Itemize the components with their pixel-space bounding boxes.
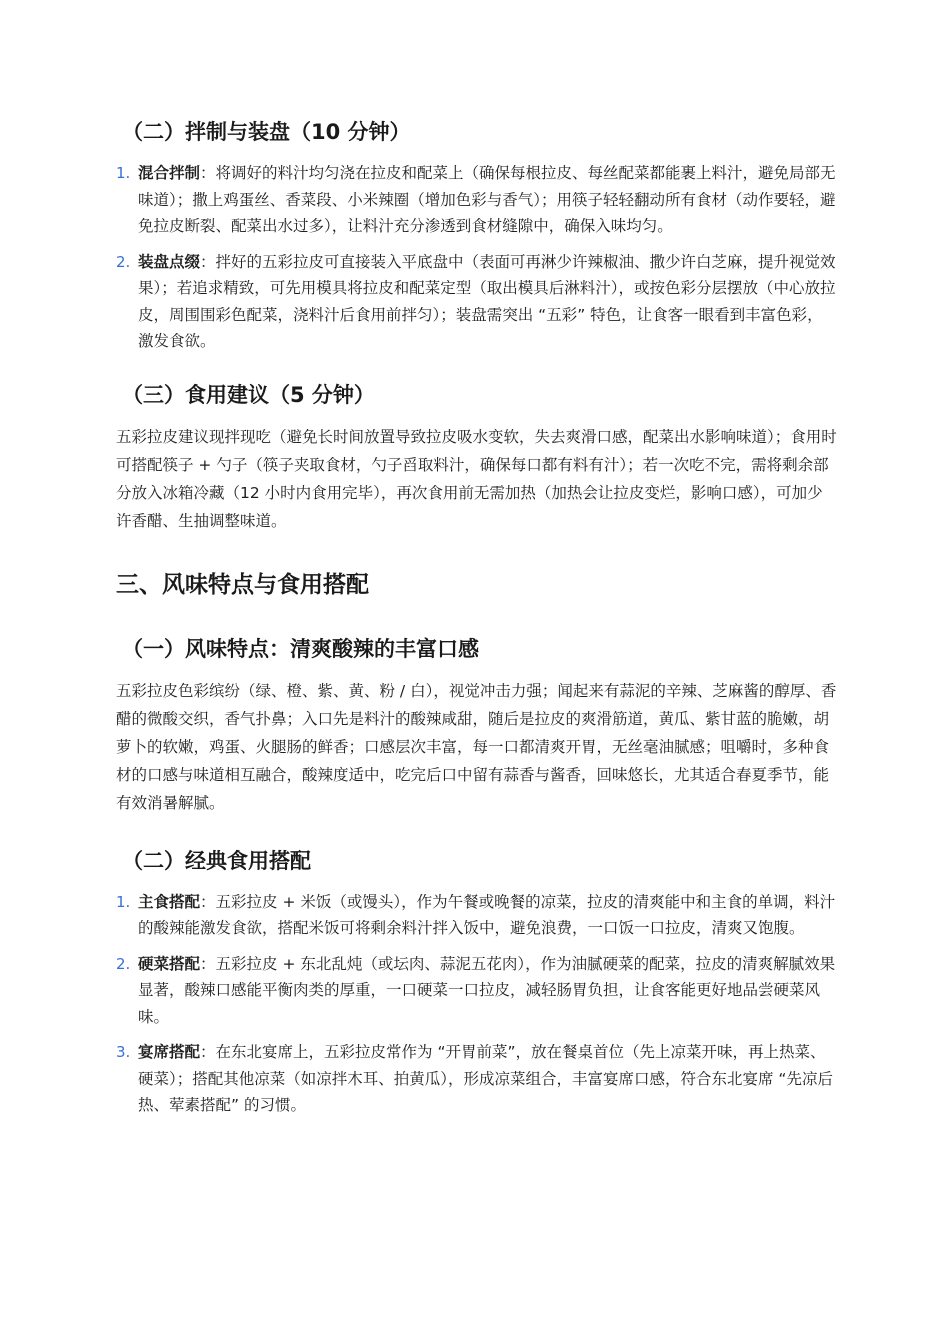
list-item-text: ：将调好的料汁均匀浇在拉皮和配菜上（确保每根拉皮、每丝配菜都能裹上料汁，避免局部无味道）；撒上鸡蛋丝、香菜段、小米辣圈（增加色彩与香气）；用筷子轻轻翻动所有食材（动作要轻，避免拉皮断裂、配菜出水过多），让料汁充分渗透到食材缝隙中，确保入味均匀。 (138, 164, 836, 235)
list-item (116, 160, 838, 240)
list-item-text: ：拌好的五彩拉皮可直接装入平底盘中（表面可再淋少许辣椒油、撒少许白芝麻，提升视觉效果）；若追求精致，可先用模具将拉皮和配菜定型（取出模具后淋料汁），或按色彩分层摆放（中心放拉皮，周围围彩色配菜，浇料汁后食用前拌匀）；装盘需突出 “五彩” 特色，让食客一眼看到丰富色彩，激发食欲。 (138, 252, 836, 350)
list-item (116, 249, 838, 355)
list-number: 2. (116, 954, 131, 973)
list-item-term: 宴席搭配 (138, 1043, 201, 1061)
list-item-text: ：五彩拉皮 + 米饭（或馒头），作为午餐或晚餐的凉菜，拉皮的清爽能中和主食的单调，料汁的酸辣能激发食欲，搭配米饭可将剩余料汁拌入饭中，避免浪费，一口饭一口拉皮，清爽又饱腹。 (138, 892, 836, 937)
list-item-term: 装盘点缀 (138, 252, 201, 271)
section-heading-eating: （三）食用建议（5 分钟） (122, 382, 375, 407)
list-number: 1. (116, 164, 131, 182)
list-item-term: 混合拌制 (138, 164, 201, 182)
list-item (116, 889, 838, 942)
list-number: 3. (116, 1043, 131, 1061)
list-number: 1. (116, 892, 131, 911)
pairing-list (116, 889, 838, 1119)
chapter-heading: 三、风味特点与食用搭配 (116, 571, 369, 598)
list-number: 2. (116, 252, 131, 271)
flavor-paragraph: 五彩拉皮色彩缤纷（绿、橙、紫、黄、粉 / 白），视觉冲击力强；闻起来有蒜泥的辛辣、芝麻酱的醇厚、香醋的微酸交织，香气扑鼻；入口先是料汁的酸辣咸甜，随后是拉皮的爽滑筋道，黄瓜、紫甘蓝的脆嫩，胡萝卜的软嫩，鸡蛋、火腿肠的鲜香；口感层次丰富，每一口都清爽开胃，无丝毫油腻感；咀嚼时，多种食材的口感与味道相互融合，酸辣度适中，吃完后口中留有蒜香与酱香，回味悠长，尤其适合春夏季节，能有效消暑解腻。 (116, 681, 837, 812)
section-heading-mixing: （二）拌制与装盘（10 分钟） (122, 120, 411, 144)
list-item-term: 硬菜搭配 (138, 954, 201, 973)
list-item-term: 主食搭配 (138, 892, 201, 911)
document-page (116, 110, 838, 1128)
list-item (116, 1039, 838, 1119)
list-item-text: ：五彩拉皮 + 东北乱炖（或坛肉、蒜泥五花肉），作为油腻硬菜的配菜，拉皮的清爽解腻效果显著，酸辣口感能平衡肉类的厚重，一口硬菜一口拉皮，减轻肠胃负担，让食客能更好地品尝硬菜风味。 (138, 954, 836, 1026)
section-heading-pairing: （二）经典食用搭配 (122, 848, 311, 873)
section-heading-flavor: （一）风味特点：清爽酸辣的丰富口感 (122, 636, 479, 661)
list-item (116, 951, 838, 1031)
mixing-steps-list (116, 160, 838, 355)
eating-paragraph: 五彩拉皮建议现拌现吃（避免长时间放置导致拉皮吸水变软，失去爽滑口感，配菜出水影响味道）；食用时可搭配筷子 + 勺子（筷子夹取食材，勺子舀取料汁，确保每口都有料有汁）；若一次吃不完，需将剩余部分放入冰箱冷藏（12 小时内食用完毕），再次食用前无需加热（加热会让拉皮变烂，影响口感），可加少许香醋、生抽调整味道。 (116, 427, 837, 530)
list-item-text: ：在东北宴席上，五彩拉皮常作为 “开胃前菜”，放在餐桌首位（先上凉菜开味，再上热菜、硬菜）；搭配其他凉菜（如凉拌木耳、拍黄瓜），形成凉菜组合，丰富宴席口感，符合东北宴席 “先凉后热、荤素搭配” 的习惯。 (138, 1043, 833, 1114)
